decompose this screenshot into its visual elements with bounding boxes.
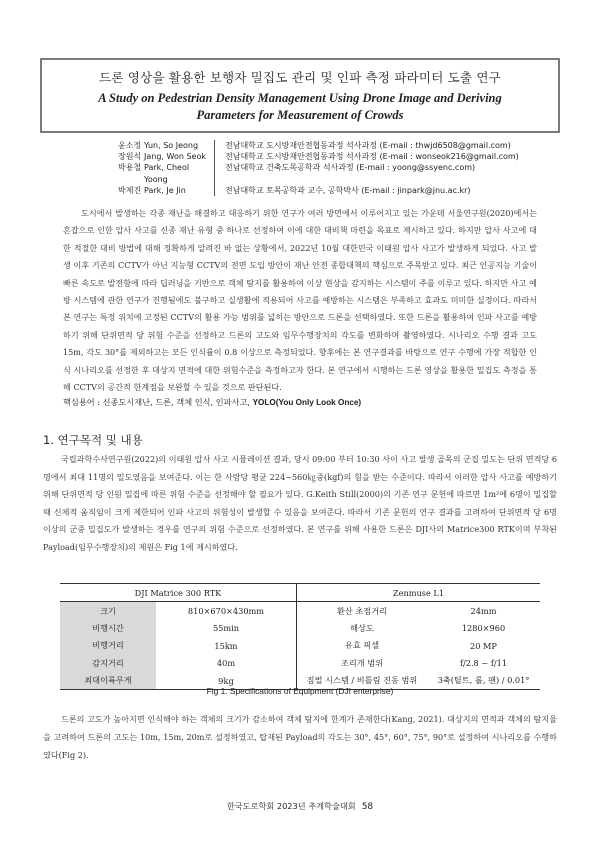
author-row: [118, 151, 519, 162]
title-english: A Study on Pedestrian Density Management Using Drone Image and Deriving Parameters for Measurement of Crowds: [98, 91, 502, 122]
spec-table-header: [60, 584, 540, 602]
spec-cell: 감지거리: [60, 655, 156, 672]
spec-cell: 해상도: [350, 622, 374, 633]
author-affiliation: 전남대학교 토목공학과 교수, 공학박사 (E-mail : jinpark@jnu.ac.kr): [225, 185, 471, 195]
spec-cell: 비행시간: [60, 620, 156, 637]
author-name-en: Park, Cheol Yoong: [144, 163, 190, 184]
author-list: [118, 140, 519, 196]
table-row: [60, 602, 540, 620]
spec-cell: 짐벌 시스템 / 비틀림 진동 범위: [297, 672, 428, 690]
spec-cell: 3축(틸트, 롤, 팬) / 0.01°: [427, 672, 540, 690]
spec-cell: 조리개 범위: [340, 657, 384, 668]
spec-cell: 24mm: [470, 606, 497, 617]
spec-cell: f/2.8 ~ f/11: [459, 658, 508, 669]
figure-caption: Fig 1. Specifications of Equipment (DJI enterprise): [206, 686, 394, 696]
abstract-text: 도시에서 발생하는 각종 재난을 해결하고 대응하기 위한 연구가 여러 방면에서 이루어지고 있는 가운데 서울연구원(2020)에서는 혼잡으로 인한 압사 사고를 신종 재난 유형 중 하나로 선정하여 이에 대한 대비책 마련을 목표로 제시하고 있다. 하지만 압사 사고에 대한 적절한 대비 방법에 대해 정확하게 알려진 바 없는 상황에서, 2022년 10월 대한민국 이태원 압사 사고가 발생하게 되었다. 사고 발생 이후 기존의 CCTV가 아닌 지능형 CCTV의 전면 도입 방안이 재난 안전 종합대책의 핵심으로 주목받고 있다. 최근 인공지능 기술이 빠른 속도로 발전함에 따라 딥러닝을 기반으로 객체 탐지를 활용하여 이상 현상을 감지하는 시스템이 주를 이루고 있다. 하지만 사고 예방 시스템에 관한 연구가 진행됨에도 불구하고 실생활에 적용되어 사고를 예방하는 시스템은 부족하고 효과도 미미한 실정이다. 따라서 본 연구는 특정 위치에 고정된 CCTV의 활용 가능 범위를 넓히는 방안으로 드론을 선택하였다. 또한 드론을 활용하여 인파 사고를 예방하기 위해 단위면적 당 위험 수준을 선정하고 드론의 고도와 임무수행장치의 각도를 변화하며 촬영하였다. 시나리오 수행 결과 고도 15m, 각도 30°를 제외하고는 모든 인식률이 0.8 이상으로 측정되었다. 향후에는 본 연구결과를 바탕으로 연구 수행에 가장 적합한 인식 시나리오를 선정한 후 대상지 면적에 대한 위험수준을 측정하고자 한다. 본 연구에서 시행하는 드론 영상을 활용한 밀집도 측정을 통해 CCTV의 공간적 한계점을 보완할 수 있을 것으로 판단된다.: [63, 208, 537, 393]
author-row: [118, 162, 519, 184]
spec-table: [60, 583, 540, 690]
author-separator: [214, 162, 217, 184]
table-row: [60, 620, 540, 637]
spec-cell: 20 MP: [470, 640, 497, 651]
spec-header-drone: DJI Matrice 300 RTK: [60, 584, 297, 602]
spec-cell: 최대이륙무게: [60, 672, 156, 690]
author-affiliation: 전남대학교 도시방재안전협동과정 석사과정 (E-mail : wonseok216@gmail.com): [225, 152, 519, 162]
spec-cell: 40m: [156, 655, 297, 672]
section-body: [43, 451, 557, 557]
spec-cell: 크기: [60, 602, 156, 620]
author-affiliation: 전남대학교 건축도목공학과 석사과정 (E-mail : yoong@ssyenc.com): [225, 163, 476, 173]
author-row: [118, 185, 519, 196]
author-name-en: Jang, Won Seok: [144, 152, 206, 162]
author-name-en: Yun, So Jeong: [144, 141, 199, 150]
table-row: [60, 637, 540, 654]
section-paragraph: 드론의 고도가 높아지면 인식해야 하는 객체의 크기가 감소하여 객체 탐지에 한계가 존재한다(Kang, 2021). 대상지의 면적과 객체의 탐지율을 고려하여 드론의 고도는 10m, 15m, 20m로 설정하였고, 탑재된 Payload의 각도는 30°, 45°, 60°, 75°, 90°로 설정하여 시나리오를 수행하였다(Fig 2).: [43, 714, 557, 760]
author-name-ko: 장원석: [118, 152, 142, 162]
spec-cell: 9kg: [156, 672, 297, 690]
section-paragraph: 국립과학수사연구원(2022)의 이태원 압사 사고 시뮬레이션 결과, 당시 09:00 부터 10:30 사이 사고 발생 골목의 군집 밀도는 단위 면적당 6명에서 최대 11명의 밀도였음을 보여준다. 이는 한 사람당 평균 224~560㎏중(kgf)의 힘을 받는 수준이다. 따라서 이러한 압사 사고를 예방하기 위해 단위면적 당 인원 밀집에 따른 위험 수준을 선정해야 할 필요가 있다. G.Keith Still(2000)의 기존 연구 문헌에 따르면 1m²에 6명이 밀집할 때 신체적 움직임이 크게 제한되어 인파 사고의 위험성이 발생할 수 있음을 보여준다. 따라서 기존 문헌의 연구 결과를 고려하여 단위면적 당 6명 이상의 군중 밀집도가 발생하는 경우를 연구의 위험 수준으로 선정하였다. 본 연구를 위해 사용한 드론은 DJI사의 Matrice300 RTK이며 부착된 Payload(임무수행장치)의 제원은 Fig 1에 제시하였다.: [43, 454, 557, 552]
table-row: [60, 655, 540, 672]
keywords: [63, 397, 361, 408]
author-separator: [214, 151, 217, 162]
spec-cell: 환산 초점거리: [336, 605, 388, 616]
author-row: [118, 140, 519, 151]
footer-text: 한국도로학회 2023년 추계학술대회: [226, 801, 356, 811]
title-box: [40, 58, 560, 133]
abstract: [63, 205, 537, 396]
spec-header-payload: Zenmuse L1: [297, 584, 541, 602]
author-name-ko: 박제진: [118, 185, 142, 195]
author-separator: [214, 140, 217, 151]
spec-cell: 55min: [156, 620, 297, 637]
page-number: 58: [361, 802, 374, 812]
page-footer: [0, 801, 600, 812]
keywords-list: 신종도시재난, 드론, 객체 인식, 인파사고,: [102, 397, 253, 407]
section-body-continued: [43, 710, 557, 764]
keywords-bold: YOLO(You Only Look Once): [252, 398, 362, 407]
author-name-ko: 박용철: [118, 163, 142, 173]
section-heading: 1. 연구목적 및 내용: [43, 433, 143, 447]
author-name-en: Park, Je Jin: [144, 185, 186, 195]
spec-cell: 1280×960: [461, 623, 506, 634]
author-affiliation: 전남대학교 도시방재안전협동과정 석사과정 (E-mail : thwjd6508@gmail.com): [225, 141, 511, 150]
spec-cell: 810×670×430mm: [156, 602, 297, 620]
spec-cell: 유효 픽셀: [344, 640, 380, 651]
author-name-ko: 윤소정: [118, 141, 142, 150]
keywords-label: 핵심용어 :: [63, 397, 103, 407]
spec-cell: 15km: [156, 637, 297, 654]
author-separator: [214, 185, 217, 196]
spec-cell: 비행거리: [60, 637, 156, 654]
title-korean: 드론 영상을 활용한 보행자 밀집도 관리 및 인파 측정 파라미터 도출 연구: [99, 70, 501, 85]
